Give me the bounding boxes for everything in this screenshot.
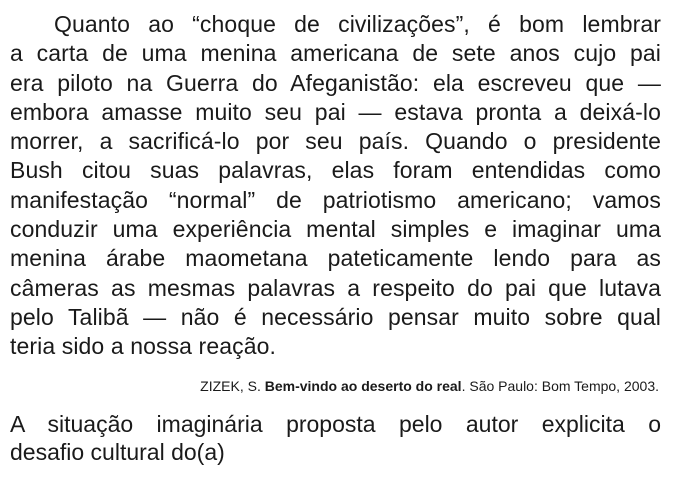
quoted-passage: [10, 10, 661, 362]
passage-line: Bush citou suas palavras, elas foram entendidas como: [10, 157, 661, 184]
passage-line: era piloto na Guerra do Afeganistão: ela escreveu que —: [10, 69, 661, 96]
citation-author: ZIZEK, S.: [200, 377, 261, 394]
question-line: desafio cultural do(a): [10, 438, 225, 465]
question-line: A situação imaginária proposta pelo autor explicita o: [10, 410, 661, 437]
source-citation: [10, 377, 661, 395]
passage-line: câmeras as mesmas palavras a respeito do pai que lutava: [10, 274, 661, 301]
passage-line: manifestação “normal” de patriotismo americano; vamos: [10, 186, 661, 213]
document-page: [10, 10, 661, 466]
passage-line: morrer, a sacrificá-lo por seu país. Quando o presidente: [10, 128, 661, 155]
passage-line: Quanto ao “choque de civilizações”, é bom lembrar: [54, 11, 661, 37]
passage-line: a carta de uma menina americana de sete anos cujo pai: [10, 40, 661, 67]
passage-line: menina árabe maometana pateticamente lendo para as: [10, 245, 661, 272]
passage-line: pelo Talibã — não é necessário pensar muito sobre qual: [10, 303, 661, 330]
question-stem: [10, 410, 661, 466]
citation-publisher: . São Paulo: Bom Tempo, 2003.: [461, 377, 659, 394]
passage-line: teria sido a nossa reação.: [10, 333, 276, 360]
citation-title: Bem-vindo ao deserto do real: [264, 377, 462, 394]
passage-line: conduzir uma experiência mental simples e imaginar uma: [10, 216, 661, 243]
passage-line: embora amasse muito seu pai — estava pronta a deixá-lo: [10, 98, 661, 125]
